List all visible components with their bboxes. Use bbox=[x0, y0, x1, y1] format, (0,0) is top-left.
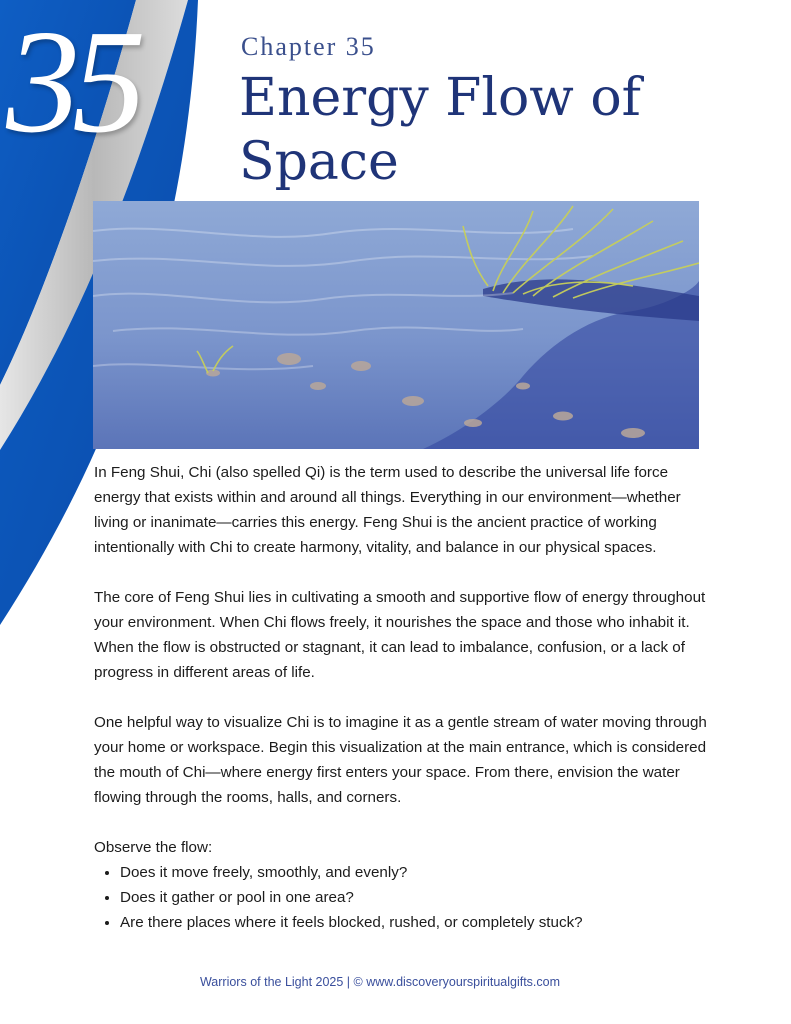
chapter-label: Chapter 35 bbox=[241, 32, 376, 61]
list-item: • Are there places where it feels blocked, rushed, or completely stuck? bbox=[120, 910, 714, 935]
list-item: • Does it move freely, smoothly, and evenly? bbox=[120, 860, 714, 885]
body-paragraph: The core of Feng Shui lies in cultivating a smooth and supportive flow of energy throughout your environment. When Chi flows freely, it nourishes the space and those who inhabit it. When the flow is obstructed or stagnant, it can lead to imbalance, confusion, or a lack of progress in different areas of life. bbox=[94, 589, 706, 681]
body-paragraph: In Feng Shui, Chi (also spelled Qi) is the term used to describe the universal life force energy that exists within and around all things. Everything in our environment—whether living or inanimate—carries this energy. Feng Shui is the ancient practice of working intentionally with Chi to create harmony, vitality, and balance in our physical spaces. bbox=[94, 464, 681, 556]
page-footer: Warriors of the Light 2025 | © www.discoveryourspiritualgifts.com bbox=[199, 975, 561, 989]
list-item: • Does it gather or pool in one area? bbox=[120, 885, 714, 910]
page-title: Energy Flow of Space bbox=[239, 68, 641, 192]
bullet-list bbox=[94, 860, 714, 935]
body-text bbox=[94, 460, 714, 935]
chapter-number: 35 bbox=[6, 0, 138, 164]
water-stream-photo bbox=[93, 201, 699, 449]
list-intro: Observe the flow: bbox=[94, 839, 213, 856]
body-paragraph: One helpful way to visualize Chi is to imagine it as a gentle stream of water moving through your home or workspace. Begin this visualization at the main entrance, which is considered the mouth of Chi—where energy first enters your space. From there, envision the water flowing through the rooms, halls, and corners. bbox=[94, 714, 707, 806]
